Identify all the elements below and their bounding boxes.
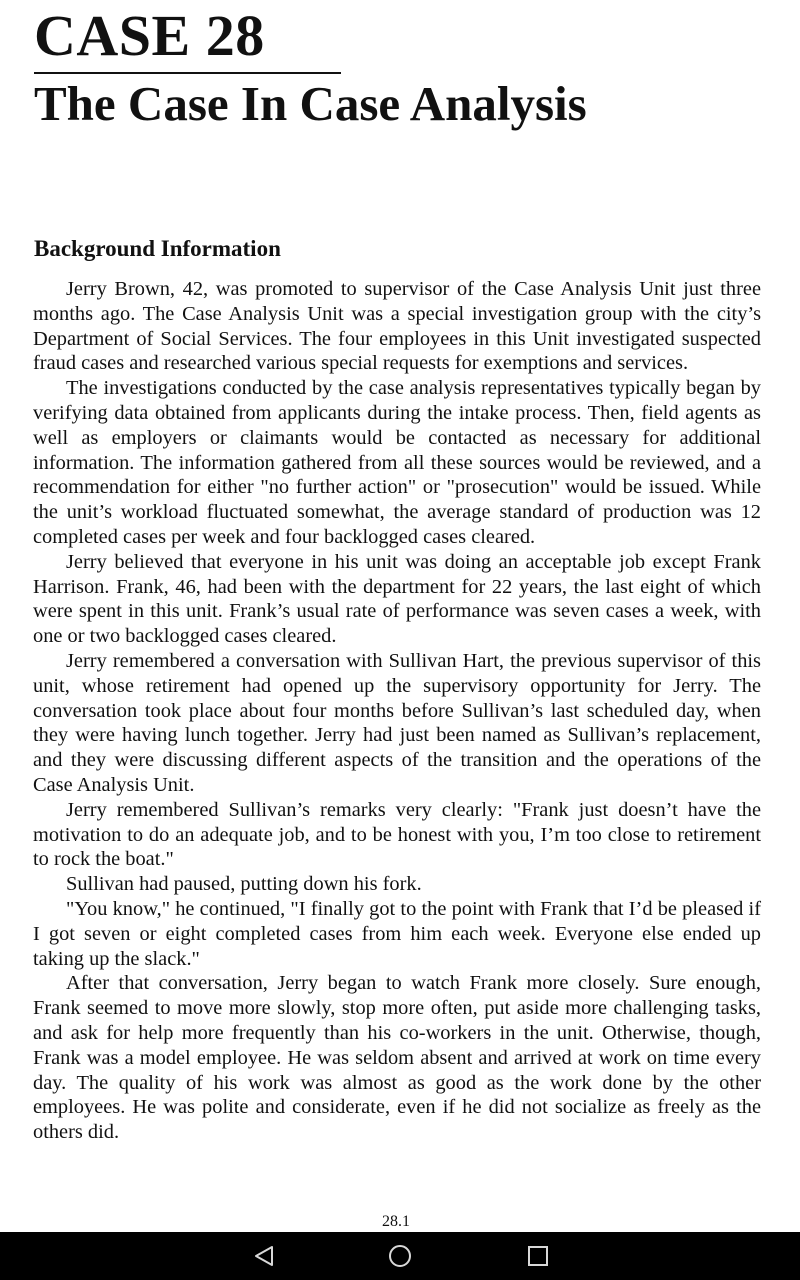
- paragraph: Jerry remembered a conversation with Sullivan Hart, the previous supervisor of this unit, whose retirement had opened up the supervisory opportunity for Jerry. The conversation took place about four months before Sullivan’s last scheduled day, when they were having lunch together. Jerry had just been named as Sullivan’s replacement, and they were discussing different aspects of the transition and the operations of the Case Analysis Unit.: [33, 649, 761, 796]
- case-number: CASE 28: [34, 3, 265, 68]
- paragraph: After that conversation, Jerry began to watch Frank more closely. Sure enough, Frank seemed to move more slowly, stop more often, put aside more challenging tasks, and ask for help more frequently than his co-workers in the unit. Otherwise, though, Frank was a model employee. He was seldom absent and arrived at work on time every day. The quality of his work was almost as good as the work done by the other employees. He was polite and considerate, even if he did not socialize as freely as the others did.: [33, 972, 761, 1144]
- paragraph: Jerry believed that everyone in his unit was doing an acceptable job except Frank Harrison. Frank, 46, had been with the department for 22 years, the last eight of which were spent in this unit. Frank’s usual rate of performance was seven cases a week, with one or two backlogged cases cleared.: [33, 550, 761, 648]
- back-button[interactable]: [250, 1242, 278, 1270]
- back-icon: [253, 1245, 275, 1267]
- title-divider: [34, 72, 341, 74]
- android-navigation-bar: [0, 1232, 800, 1280]
- case-title: The Case In Case Analysis: [34, 76, 587, 131]
- paragraph: The investigations conducted by the case analysis representatives typically began by verifying data obtained from applicants during the intake process. Then, field agents as well as employers or claimants would be contacted as necessary for additional information. The information gathered from all these sources would be reviewed, and a recommendation for either "no further action" or "prosecution" would be issued. While the unit’s workload fluctuated somewhat, the average standard of production was 12 completed cases per week and four backlogged cases cleared.: [33, 377, 761, 548]
- page-number: 28.1: [382, 1213, 410, 1230]
- paragraph: Jerry Brown, 42, was promoted to supervisor of the Case Analysis Unit just three months ago. The Case Analysis Unit was a special investigation group with the city’s Department of Social Services. The four employees in this Unit investigated suspected fraud cases and researched various special requests for exemptions and services.: [33, 278, 761, 375]
- recents-button[interactable]: [524, 1242, 552, 1270]
- home-button[interactable]: [386, 1242, 414, 1270]
- recents-icon: [527, 1245, 549, 1267]
- home-icon: [387, 1243, 413, 1269]
- paragraph: "You know," he continued, "I finally got to the point with Frank that I’d be pleased if I got seven or eight completed cases from him each week. Everyone else ended up taking up the slack.": [33, 897, 761, 970]
- paragraph: Jerry remembered Sullivan’s remarks very clearly: "Frank just doesn’t have the motivation to do an adequate job, and to be honest with you, I’m too close to retirement to rock the boat.": [33, 798, 761, 871]
- section-heading: Background Information: [34, 236, 281, 261]
- paragraph: Sullivan had paused, putting down his fork.: [66, 873, 422, 896]
- body-text: [33, 277, 761, 1145]
